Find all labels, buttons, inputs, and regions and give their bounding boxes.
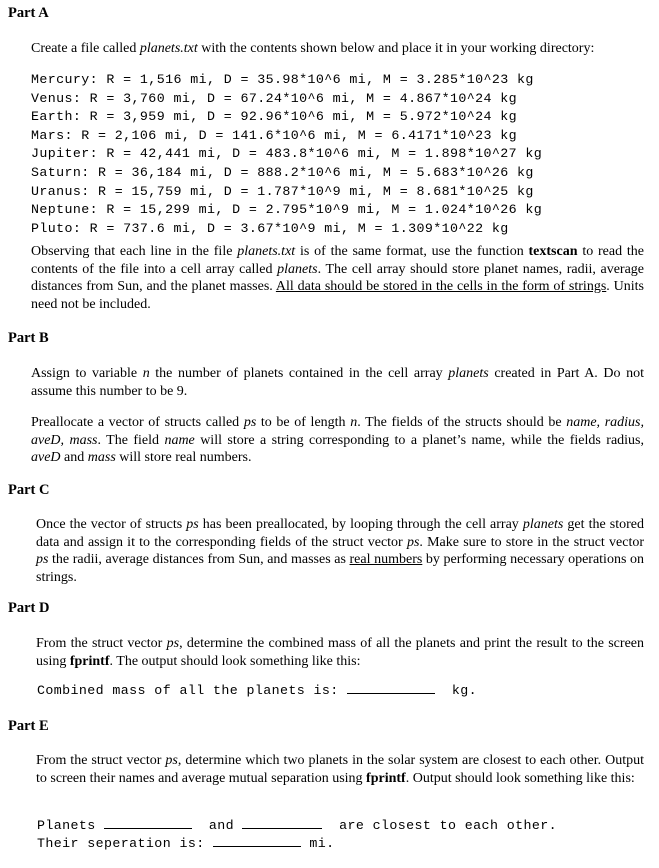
planets-file-contents [31,71,542,238]
part-e-sample-output-line-1: Planets and are closest to each other. [37,818,557,833]
planet-data-line: Jupiter: R = 42,441 mi, D = 483.8*10^6 mi, M = 1.898*10^27 kg [31,146,543,162]
part-d-heading: Part D [8,600,50,616]
part-b-paragraph-1: Assign to variable n the number of planets contained in the cell array planets created in Part A. Do not assume this number to be 9. [31,366,645,399]
planet-data-line: Mercury: R = 1,516 mi, D = 35.98*10^6 mi, M = 3.285*10^23 kg [31,72,534,87]
part-e-paragraph: From the struct vector ps, determine which two planets in the solar system are closest to each other. Output to screen their names and average mutual separation using fprintf. Output should look something like this: [36,753,645,786]
part-a-heading: Part A [8,5,49,21]
planet-2-blank [242,818,322,829]
planet-data-line: Mars: R = 2,106 mi, D = 141.6*10^6 mi, M = 6.4171*10^23 kg [31,127,518,143]
part-e-heading: Part E [8,718,49,734]
mass-blank [347,683,435,694]
part-d-sample-output: Combined mass of all the planets is: kg. [37,683,477,698]
part-c-paragraph: Once the vector of structs ps has been preallocated, by looping through the cell array planets get the stored data and assign it to the corresponding fields of the struct vector ps. Make sure to store in the struct vector ps the radii, average distances from Sun, and masses as real numbers by performing necessary operations on strings. [36,517,644,585]
planet-data-line: Saturn: R = 36,184 mi, D = 888.2*10^6 mi, M = 5.683*10^26 kg [31,164,534,180]
part-d-paragraph: From the struct vector ps, determine the combined mass of all the planets and print the result to the screen using fprintf. The output should look something like this: [36,636,644,669]
part-a-instructions: Observing that each line in the file planets.txt is of the same format, use the function textscan to read the contents of the file into a cell array called planets. The cell array should store planet names, radii, average distances from Sun, and the planet masses. All data should be stored in the cells in the form of strings. Units need not be included. [31,244,645,312]
part-a-intro: Create a file called planets.txt with the contents shown below and place it in your working directory: [31,41,595,56]
separation-blank [213,836,301,847]
planet-data-line: Venus: R = 3,760 mi, D = 67.24*10^6 mi, M = 4.867*10^24 kg [31,90,518,106]
planet-1-blank [104,818,192,829]
part-b-paragraph-2: Preallocate a vector of structs called ps to be of length n. The fields of the structs should be name, radius, aveD, mass. The field name will store a string corresponding to a planet’s name, while the fields radius, aveD and mass will store real numbers. [31,415,644,465]
part-e-sample-output-line-2: Their seperation is: mi. [37,836,335,851]
part-c-heading: Part C [8,482,50,498]
planet-data-line: Uranus: R = 15,759 mi, D = 1.787*10^9 mi, M = 8.681*10^25 kg [31,183,534,199]
part-b-heading: Part B [8,330,49,346]
planet-data-line: Pluto: R = 737.6 mi, D = 3.67*10^9 mi, M = 1.309*10^22 kg [31,220,509,236]
planet-data-line: Earth: R = 3,959 mi, D = 92.96*10^6 mi, M = 5.972*10^24 kg [31,109,518,125]
planet-data-line: Neptune: R = 15,299 mi, D = 2.795*10^9 mi, M = 1.024*10^26 kg [31,202,543,218]
